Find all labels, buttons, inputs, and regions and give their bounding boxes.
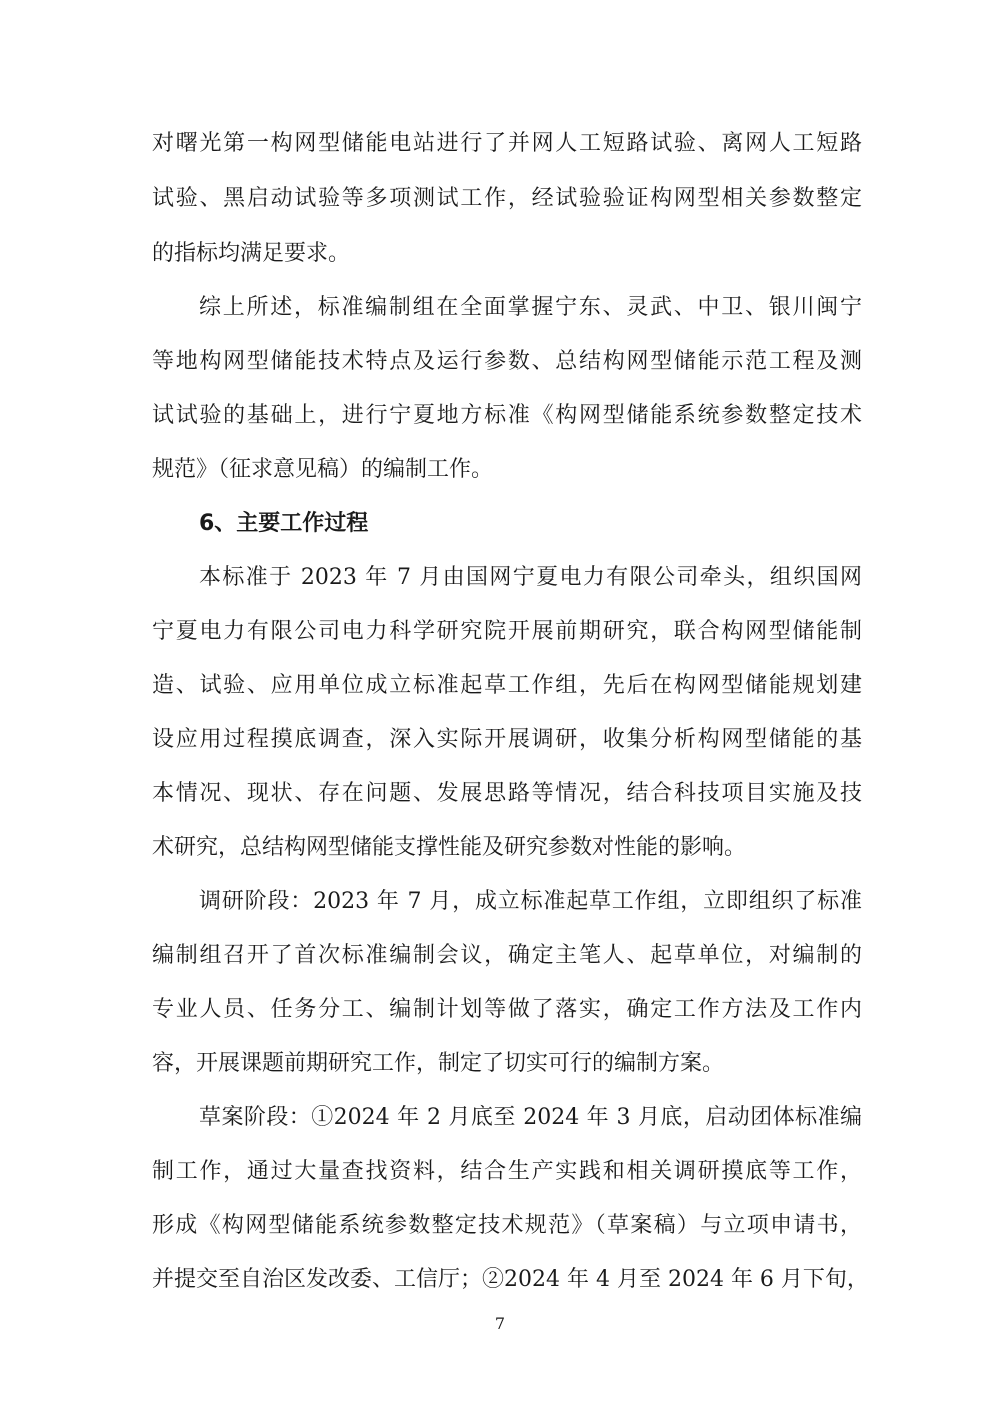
paragraph-line: 规范》（征求意见稿）的编制工作。 <box>152 457 494 482</box>
paragraph-line: 造、试验、应用单位成立标准起草工作组，先后在构网型储能规划建 <box>152 673 862 698</box>
paragraph-line: 试验、黑启动试验等多项测试工作，经试验验证构网型相关参数整定 <box>152 186 862 211</box>
page-number: 7 <box>494 1314 506 1333</box>
paragraph-line: 本情况、现状、存在问题、发展思路等情况，结合科技项目实施及技 <box>152 781 862 806</box>
paragraph-line: 并提交至自治区发改委、工信厅；②2024 年 4 月至 2024 年 6 月下旬， <box>152 1267 869 1292</box>
paragraph-line: 设应用过程摸底调查，深入实际开展调研，收集分析构网型储能的基 <box>152 727 862 752</box>
paragraph-line: 形成《构网型储能系统参数整定技术规范》（草案稿）与立项申请书， <box>152 1213 862 1238</box>
paragraph-line: 制工作，通过大量查找资料，结合生产实践和相关调研摸底等工作， <box>152 1159 862 1184</box>
paragraph-line: 的指标均满足要求。 <box>152 241 351 266</box>
paragraph-line: 等地构网型储能技术特点及运行参数、总结构网型储能示范工程及测 <box>152 349 862 374</box>
paragraph-line: 综上所述，标准编制组在全面掌握宁东、灵武、中卫、银川闽宁 <box>199 295 862 320</box>
paragraph-line: 编制组召开了首次标准编制会议，确定主笔人、起草单位，对编制的 <box>152 943 862 968</box>
paragraph-line: 调研阶段：2023 年 7 月，成立标准起草工作组，立即组织了标准 <box>199 889 862 914</box>
paragraph-line: 宁夏电力有限公司电力科学研究院开展前期研究，联合构网型储能制 <box>152 619 862 644</box>
paragraph-line: 术研究，总结构网型储能支撑性能及研究参数对性能的影响。 <box>152 835 747 860</box>
paragraph-line: 试试验的基础上，进行宁夏地方标准《构网型储能系统参数整定技术 <box>152 403 862 428</box>
paragraph-line: 本标准于 2023 年 7 月由国网宁夏电力有限公司牵头，组织国网 <box>199 565 862 590</box>
paragraph-line: 专业人员、任务分工、编制计划等做了落实，确定工作方法及工作内 <box>152 997 862 1022</box>
paragraph-line: 对曙光第一构网型储能电站进行了并网人工短路试验、离网人工短路 <box>152 131 862 156</box>
paragraph-line: 草案阶段：①2024 年 2 月底至 2024 年 3 月底，启动团体标准编 <box>199 1105 862 1130</box>
paragraph-line: 容，开展课题前期研究工作，制定了切实可行的编制方案。 <box>152 1051 725 1076</box>
section-heading: 6、主要工作过程 <box>199 511 369 536</box>
